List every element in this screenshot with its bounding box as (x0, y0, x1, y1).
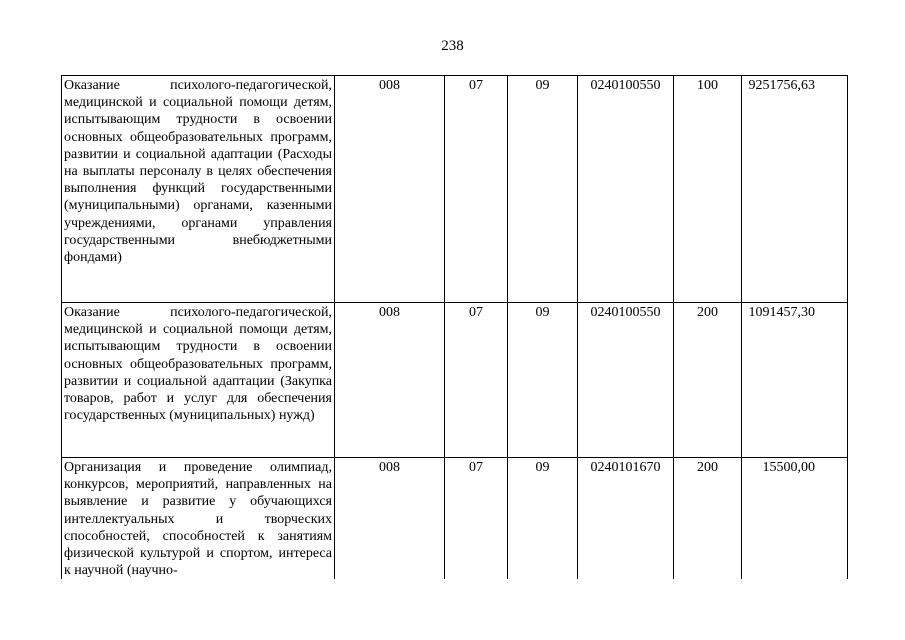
row-description: Оказание психолого-педагогической, медицинской и социальной помощи детям, испытывающим трудности в освоении основных общеобразовательных программ, развитии и социальной адаптации (Закупка товаров, работ и услуг для обеспечения государственных (муниципальных) нужд) (62, 303, 335, 458)
ministry-code: 008 (335, 76, 445, 303)
expense-type-code: 200 (674, 303, 742, 458)
amount: 1091457,30 (742, 303, 848, 458)
row-description: Оказание психолого-педагогической, медицинской и социальной помощи детям, испытывающим трудности в освоении основных общеобразовательных программ, развитии и социальной адаптации (Расходы на выплаты персоналу в целях обеспечения выполнения функций государственными (муниципальными) органами, казенными учреждениями, органами управления государственными внебюджетными фондами) (62, 76, 335, 303)
table-row (62, 458, 848, 580)
budget-table (61, 75, 848, 579)
target-code: 0240100550 (578, 303, 674, 458)
table-row (62, 303, 848, 458)
section-code: 07 (445, 76, 508, 303)
page-number: 238 (441, 38, 464, 54)
subsection-code: 09 (508, 76, 578, 303)
table-row (62, 76, 848, 303)
ministry-code: 008 (335, 458, 445, 580)
expense-type-code: 200 (674, 458, 742, 580)
subsection-code: 09 (508, 303, 578, 458)
target-code: 0240100550 (578, 76, 674, 303)
target-code: 0240101670 (578, 458, 674, 580)
subsection-code: 09 (508, 458, 578, 580)
section-code: 07 (445, 303, 508, 458)
expense-type-code: 100 (674, 76, 742, 303)
ministry-code: 008 (335, 303, 445, 458)
section-code: 07 (445, 458, 508, 580)
amount: 15500,00 (742, 458, 848, 580)
amount: 9251756,63 (742, 76, 848, 303)
row-description: Организация и проведение олимпиад, конкурсов, мероприятий, направленных на выявление и развитие у обучающихся интеллектуальных и творческих способностей, способностей к занятиям физической культурой и спортом, интереса к научной (научно- (62, 458, 335, 580)
